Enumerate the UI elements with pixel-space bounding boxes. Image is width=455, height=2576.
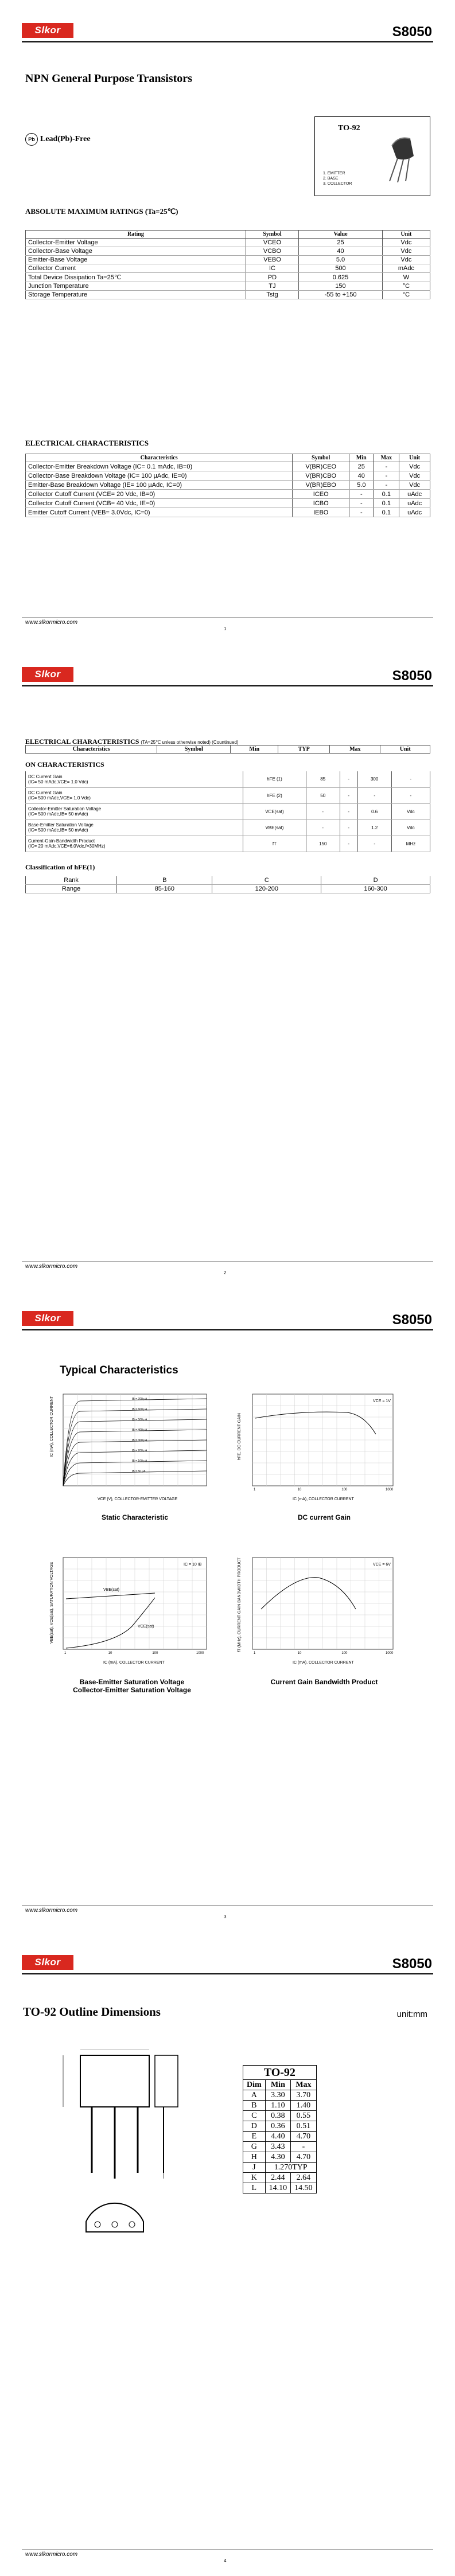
table-cell: PD [246,273,298,282]
table-cell: 150 [306,836,340,852]
table-row [26,273,430,282]
dim-cell: 3.70 [291,2090,317,2101]
table-cell: V(BR)CBO [293,471,349,481]
table-cell: 5.0 [299,256,383,264]
datasheet-page-2 [0,644,455,1288]
pb-icon: Pb [25,133,38,146]
characteristic-name: DC Current Gain [28,774,63,779]
table-cell: Vdc [382,256,430,264]
dim-cell: 0.51 [291,2121,317,2132]
table-cell: Vdc [399,481,430,490]
table-row [243,2183,317,2193]
page-title: NPN General Purpose Transistors [25,72,192,85]
elec-cont-header-cell: Min [231,746,278,754]
gain-bandwidth-chart [232,1552,405,1666]
table-cell: Collector-Base Breakdown Voltage (IC= 100 µAdc, IE=0) [26,471,293,481]
table-row [26,508,430,517]
table-cell: Emitter Cutoff Current (VEB= 3.0Vdc, IC=0) [26,508,293,517]
lead-free-label: Lead(Pb)-Free [40,135,91,143]
table-row [26,490,430,499]
table-cell: - [391,787,430,803]
x-axis-label: VCE (V), COLLECTOR-EMITTER VOLTAGE [98,1497,178,1501]
table-cell: Tstg [246,291,298,299]
x-tick-label: 1 [254,1652,256,1655]
vbe-sat-curve [66,1593,155,1599]
table-row [243,2132,317,2142]
table-cell: - [357,836,391,852]
table-cell: - [374,462,399,471]
characteristic-cell [26,819,243,836]
table-cell: 0.1 [374,499,399,508]
elec-table [25,454,430,517]
y-axis-label: VBE(sat), VCE(sat), SATURATION VOLTAGE [50,1562,54,1644]
table-cell: 1.2 [357,819,391,836]
on-characteristics-title: ON CHARACTERISTICS [25,760,104,768]
brand-logo: Slkor [22,1311,73,1326]
table-row [26,291,430,299]
unit-label: unit:mm [396,2009,427,2019]
elec-header: Max [374,454,399,462]
table-cell: - [340,819,357,836]
table-cell: IEBO [293,508,349,517]
lead-free-badge [25,133,91,146]
table-row [26,481,430,490]
table-row [243,2101,317,2111]
header-rule [22,1973,433,1974]
dim-cell: J [243,2163,266,2173]
table-cell: 50 [306,787,340,803]
x-tick-label: 10 [108,1652,112,1655]
table-cell: Vdc [399,462,430,471]
page-number: 1 [224,626,227,631]
characteristic-condition: (IC= 500 mAdc,IB= 50 mAdc) [28,811,88,817]
page-number: 2 [224,1270,227,1275]
part-number: S8050 [392,1956,432,1972]
outline-title: TO-92 Outline Dimensions [23,2005,161,2019]
x-axis-label: IC (mA), COLLECTOR CURRENT [293,1497,354,1501]
table-cell: 500 [299,264,383,273]
pin-list [323,171,352,186]
table-cell: ICBO [293,499,349,508]
on-characteristics-table [25,771,430,852]
x-tick-label: 1000 [196,1652,204,1655]
table-cell: Storage Temperature [26,291,246,299]
class-header: B [117,876,212,885]
elec-header: Unit [399,454,430,462]
dim-cell: 14.50 [291,2183,317,2193]
table-cell: ICEO [293,490,349,499]
dim-cell: 0.38 [265,2111,291,2121]
table-cell: MHz [391,836,430,852]
characteristic-cell [26,803,243,819]
table-cell: Collector Cutoff Current (VCE= 20 Vdc, IB=0) [26,490,293,499]
table-cell: - [391,771,430,787]
dim-cell: 3.30 [265,2090,291,2101]
abs-header: Symbol [246,231,298,239]
class-header: D [321,876,430,885]
page-number: 3 [224,1914,227,1919]
class-cell: 160-300 [321,885,430,893]
dim-cell: B [243,2101,266,2111]
header-rule [22,685,433,686]
abs-max-title: ABSOLUTE MAXIMUM RATINGS (Ta=25℃) [25,207,178,216]
x-tick-label: 1 [64,1652,67,1655]
elec-header: Characteristics [26,454,293,462]
dim-cell: 14.10 [265,2183,291,2193]
elec-header: Symbol [293,454,349,462]
table-cell: fT [243,836,306,852]
table-cell: - [374,471,399,481]
x-tick-label: 1 [254,1488,256,1492]
table-row [243,2111,317,2121]
vce-series-label: VCE(sat) [138,1625,154,1629]
vbe-sat-caption: Base-Emitter Saturation Voltage [79,1678,185,1686]
table-row [26,256,430,264]
ib-curve-label: IB = 700 µA [132,1398,147,1401]
table-cell: - [340,836,357,852]
chart-note: VCE = 1V [373,1399,391,1403]
x-tick-label: 10 [297,1488,302,1492]
dim-cell: 1.40 [291,2101,317,2111]
pin-emitter: 1. EMITTER [323,171,345,175]
table-cell: Total Device Dissipation Ta=25℃ [26,273,246,282]
table-cell: VCE(sat) [243,803,306,819]
footer-url: www.slkormicro.com [25,1907,78,1914]
table-cell: 150 [299,282,383,291]
dim-cell: K [243,2173,266,2183]
footer-url: www.slkormicro.com [25,2551,78,2558]
saturation-voltage-chart [46,1552,218,1666]
elec-cont-header-cell: Unit [380,746,430,754]
package-name: TO-92 [338,124,360,132]
table-cell: uAdc [399,490,430,499]
dim-cell: H [243,2152,266,2163]
table-cell: hFE (1) [243,771,306,787]
table-cell: V(BR)EBO [293,481,349,490]
header-rule [22,41,433,42]
table-cell: VCBO [246,247,298,256]
dimensions-table [243,2065,317,2193]
characteristic-name: Current-Gain-Bandwidth Product [28,838,95,844]
elec-cont-header-cell: Max [330,746,380,754]
class-header: Rank [26,876,117,885]
part-number: S8050 [392,24,432,40]
dim-cell: G [243,2142,266,2152]
table-cell: -55 to +150 [299,291,383,299]
footer-url: www.slkormicro.com [25,619,78,626]
table-cell: Collector Current [26,264,246,273]
table-row [26,771,430,787]
dim-header: Max [291,2080,317,2090]
static-characteristic-chart [46,1388,218,1503]
table-cell: Vdc [391,803,430,819]
table-cell: - [340,787,357,803]
hfe-curve [255,1412,376,1434]
table-cell: 300 [357,771,391,787]
elec-cont-header-cell: TYP [278,746,330,754]
dimensions-table-title: TO-92 [243,2066,317,2080]
table-cell: Collector-Base Voltage [26,247,246,256]
table-cell: - [340,771,357,787]
characteristic-name: Collector-Emitter Saturation Voltage [28,806,102,811]
characteristic-condition: (IC= 500 mAdc,IB= 50 mAdc) [28,828,88,833]
table-row [243,2152,317,2163]
y-axis-label: hFE, DC CURRENT GAIN [238,1413,242,1460]
table-row [26,264,430,273]
ib-curve-label: IB = 100 µA [132,1459,147,1463]
table-cell: °C [382,291,430,299]
dc-gain-caption: DC current Gain [297,1513,351,1521]
typical-characteristics-title: Typical Characteristics [60,1364,178,1376]
brand-logo: Slkor [22,23,73,38]
ib-curve-label: IB = 400 µA [132,1428,147,1432]
dim-cell: 4.70 [291,2152,317,2163]
table-row [26,247,430,256]
ib-curve-label: IB = 500 µA [132,1418,147,1422]
table-row [26,787,430,803]
table-cell: W [382,273,430,282]
x-tick-label: 1000 [386,1652,394,1655]
saturation-caption [63,1678,201,1694]
ft-curve [261,1578,356,1609]
ib-curve-label: IB = 300 µA [132,1439,147,1442]
elec-title: ELECTRICAL CHARACTERISTICS [25,439,149,447]
class-cell: 85-160 [117,885,212,893]
classification-title: Classification of hFE(1) [25,863,95,871]
x-tick-label: 100 [341,1488,348,1492]
datasheet-page-3 [0,1288,455,1932]
table-row [26,239,430,247]
abs-max-table [25,230,430,299]
abs-header: Rating [26,231,246,239]
table-cell: 5.0 [349,481,374,490]
table-cell: VCEO [246,239,298,247]
to92-package-icon [384,133,424,185]
dim-cell: 4.30 [265,2152,291,2163]
table-cell: Vdc [382,239,430,247]
dim-cell: D [243,2121,266,2132]
table-cell: Collector-Emitter Voltage [26,239,246,247]
page-number: 4 [224,2558,227,2563]
dim-cell: E [243,2132,266,2142]
table-cell: Vdc [391,819,430,836]
dim-cell: L [243,2183,266,2193]
class-cell: 120-200 [212,885,321,893]
x-axis-label: IC (mA), COLLECTOR CURRENT [293,1661,354,1665]
table-cell: 40 [349,471,374,481]
table-cell: - [306,819,340,836]
characteristic-condition: (IC= 20 mAdc,VCE=6.0Vdc,f=30MHz) [28,844,106,849]
dim-cell: 1.10 [265,2101,291,2111]
elec-cont-title-note: (TA=25℃ unless otherwise noted) (Countinued) [141,740,239,745]
characteristic-cell [26,787,243,803]
table-row [243,2173,317,2183]
table-cell: Vdc [382,247,430,256]
vbe-series-label: VBE(sat) [103,1588,120,1592]
class-cell: Range [26,885,117,893]
table-cell: hFE (2) [243,787,306,803]
table-cell: - [349,490,374,499]
table-cell: IC [246,264,298,273]
table-cell: VEBO [246,256,298,264]
table-row [26,819,430,836]
table-cell: VBE(sat) [243,819,306,836]
table-row [26,462,430,471]
table-cell: Collector-Emitter Breakdown Voltage (IC= 0.1 mAdc, IB=0) [26,462,293,471]
table-cell: °C [382,282,430,291]
part-number: S8050 [392,668,432,684]
characteristic-condition: (IC= 50 mAdc,VCE= 1.0 Vdc) [28,779,88,784]
dim-cell: A [243,2090,266,2101]
datasheet-page-1 [0,0,455,644]
table-cell: 0.1 [374,490,399,499]
dim-cell: 2.64 [291,2173,317,2183]
vce-sat-curve [66,1598,155,1648]
table-cell: - [357,787,391,803]
dim-cell: 4.40 [265,2132,291,2142]
to92-outline-drawing [40,2050,212,2239]
table-cell: V(BR)CEO [293,462,349,471]
abs-header: Unit [382,231,430,239]
datasheet-page-4 [0,1932,455,2576]
table-row [243,2090,317,2101]
table-cell: Junction Temperature [26,282,246,291]
chart-note: VCE = 6V [373,1563,391,1567]
ft-caption: Current Gain Bandwidth Product [270,1678,378,1686]
table-row [243,2142,317,2152]
table-cell: uAdc [399,508,430,517]
classification-table [25,876,430,893]
dim-cell: 1.270TYP [265,2163,316,2173]
footer-url: www.slkormicro.com [25,1263,78,1270]
dim-cell: 0.36 [265,2121,291,2132]
table-cell: - [340,803,357,819]
table-cell: Collector Cutoff Current (VCB= 40 Vdc, IE=0) [26,499,293,508]
dim-cell: 0.55 [291,2111,317,2121]
header-rule [22,1329,433,1330]
characteristic-condition: (IC= 500 mAdc,VCE= 1.0 Vdc) [28,795,91,801]
chart-note: IC = 10 IB [184,1563,202,1567]
table-cell: 25 [299,239,383,247]
y-axis-label: IC (mA), COLLECTOR CURRENT [50,1396,54,1457]
dim-cell: C [243,2111,266,2121]
part-number: S8050 [392,1312,432,1328]
table-cell: 40 [299,247,383,256]
table-cell: mAdc [382,264,430,273]
table-row [26,499,430,508]
dim-header: Min [265,2080,291,2090]
abs-header: Value [299,231,383,239]
dim-cell: 3.43 [265,2142,291,2152]
dim-cell: - [291,2142,317,2152]
table-cell: TJ [246,282,298,291]
characteristic-cell [26,836,243,852]
elec-cont-title-main: ELECTRICAL CHARACTERISTICS [25,737,139,746]
x-tick-label: 1000 [386,1488,394,1492]
class-header: C [212,876,321,885]
table-cell: 0.6 [357,803,391,819]
x-axis-label: IC (mA), COLLECTOR CURRENT [103,1661,165,1665]
x-tick-label: 100 [341,1652,348,1655]
vce-sat-caption: Collector-Emitter Saturation Voltage [73,1686,191,1694]
table-row [26,803,430,819]
table-cell: 85 [306,771,340,787]
table-cell: Emitter-Base Breakdown Voltage (IE= 100 µAdc, IC=0) [26,481,293,490]
table-cell: - [349,508,374,517]
ib-curve-label: IB = 50 µA [132,1470,146,1473]
characteristic-name: Base-Emitter Saturation Voltage [28,822,94,828]
table-cell: - [306,803,340,819]
characteristic-cell [26,771,243,787]
dim-header: Dim [243,2080,266,2090]
pin-collector: 3. COLLECTOR [323,182,352,186]
table-cell: - [374,481,399,490]
ib-curve-label: IB = 200 µA [132,1449,147,1453]
table-cell: Vdc [399,471,430,481]
x-tick-label: 10 [297,1652,302,1655]
table-cell: Emitter-Base Voltage [26,256,246,264]
table-row [243,2163,317,2173]
ib-curve-label: IB = 600 µA [132,1408,147,1411]
pin-base: 2. BASE [323,177,339,181]
table-cell: uAdc [399,499,430,508]
static-caption: Static Characteristic [101,1513,169,1521]
elec-header: Min [349,454,374,462]
table-row [243,2121,317,2132]
dim-cell: 2.44 [265,2173,291,2183]
table-row [26,282,430,291]
elec-cont-header-cell: Symbol [157,746,231,754]
dim-cell: 4.70 [291,2132,317,2142]
dc-current-gain-chart [232,1388,405,1503]
y-axis-label: fT (MHz), CURRENT GAIN BANDWIDTH PRODUCT [238,1557,242,1652]
package-box [314,116,430,196]
elec-cont-header-cell: Characteristics [26,746,157,754]
table-cell: - [349,499,374,508]
table-cell: 0.625 [299,273,383,282]
brand-logo: Slkor [22,1955,73,1970]
brand-logo: Slkor [22,667,73,682]
characteristic-name: DC Current Gain [28,790,63,795]
x-tick-label: 100 [152,1652,158,1655]
table-row [26,836,430,852]
table-row [26,471,430,481]
elec-cont-header [25,745,430,754]
table-cell: 0.1 [374,508,399,517]
table-cell: 25 [349,462,374,471]
